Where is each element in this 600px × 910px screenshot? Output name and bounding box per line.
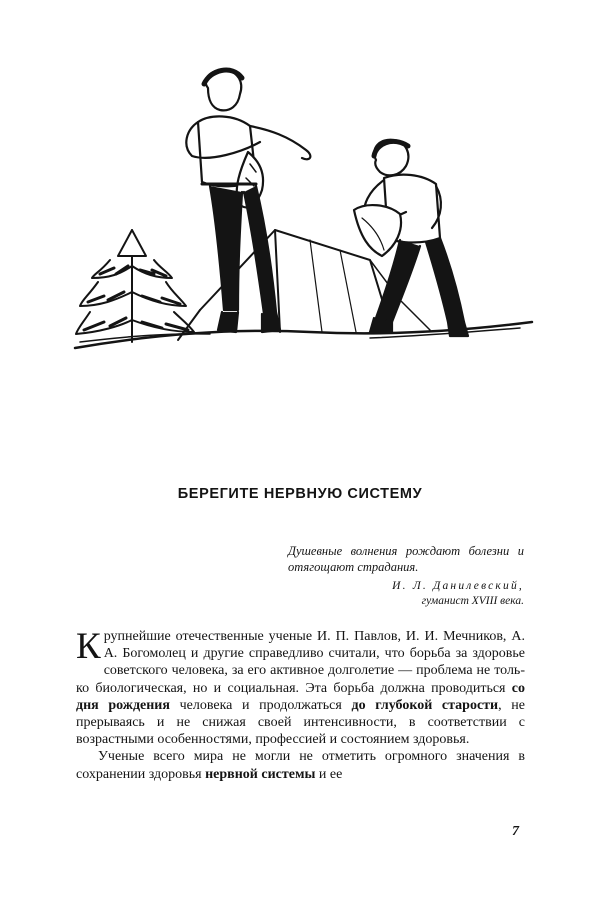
paragraph-2-text-2: и ее (315, 766, 343, 782)
page-title: БЕРЕГИТЕ НЕРВНУЮ СИСТЕМУ (177, 486, 423, 502)
paragraph-2 (76, 748, 525, 782)
drop-cap: К (76, 626, 101, 667)
paragraph-2-bold-1: нервной системы (205, 766, 316, 782)
paragraph-1-bold-1: со дня рождения (76, 680, 525, 713)
epigraph-author (288, 579, 524, 609)
tree (76, 230, 194, 342)
paragraph-1-text-2: человека и продолжаться (169, 697, 352, 713)
body-text (76, 628, 525, 783)
paragraph-1-bold-2: до глубокой старости (351, 697, 499, 713)
paragraph-1 (76, 628, 525, 748)
two-men-tent-illustration (70, 60, 540, 360)
epigraph (288, 543, 524, 609)
crouching-man (354, 140, 468, 336)
epigraph-quote: Душевные волнения рождают болезни и отягощают страдания. (288, 544, 524, 574)
epigraph-author-name: И. Л. Данилевский, (392, 580, 524, 592)
paragraph-1-text-1: рупнейшие отечественные ученые И. П. Павлов, И. И. Мечников, А. А. Богомолец и другие справедливо считали, что борьба за здоровье советского человека, за его активное долголетие — проблема не только биологическая, но и социальная. Эта борьба должна проводиться (76, 629, 525, 696)
illustration (70, 60, 540, 360)
paragraph-1-text-3: , не прерываясь и не снижая своей интенсивности, в соответствии с возрастными особенностями, профессией и состоянием здоровья. (76, 697, 525, 748)
page-number: 7 (512, 824, 519, 839)
paragraph-2-text-1: Ученые всего мира не могли не отметить огромного значения в сохранении здоровья (76, 749, 525, 782)
standing-man (186, 70, 310, 332)
epigraph-author-role: гуманист XVIII века. (421, 595, 524, 607)
